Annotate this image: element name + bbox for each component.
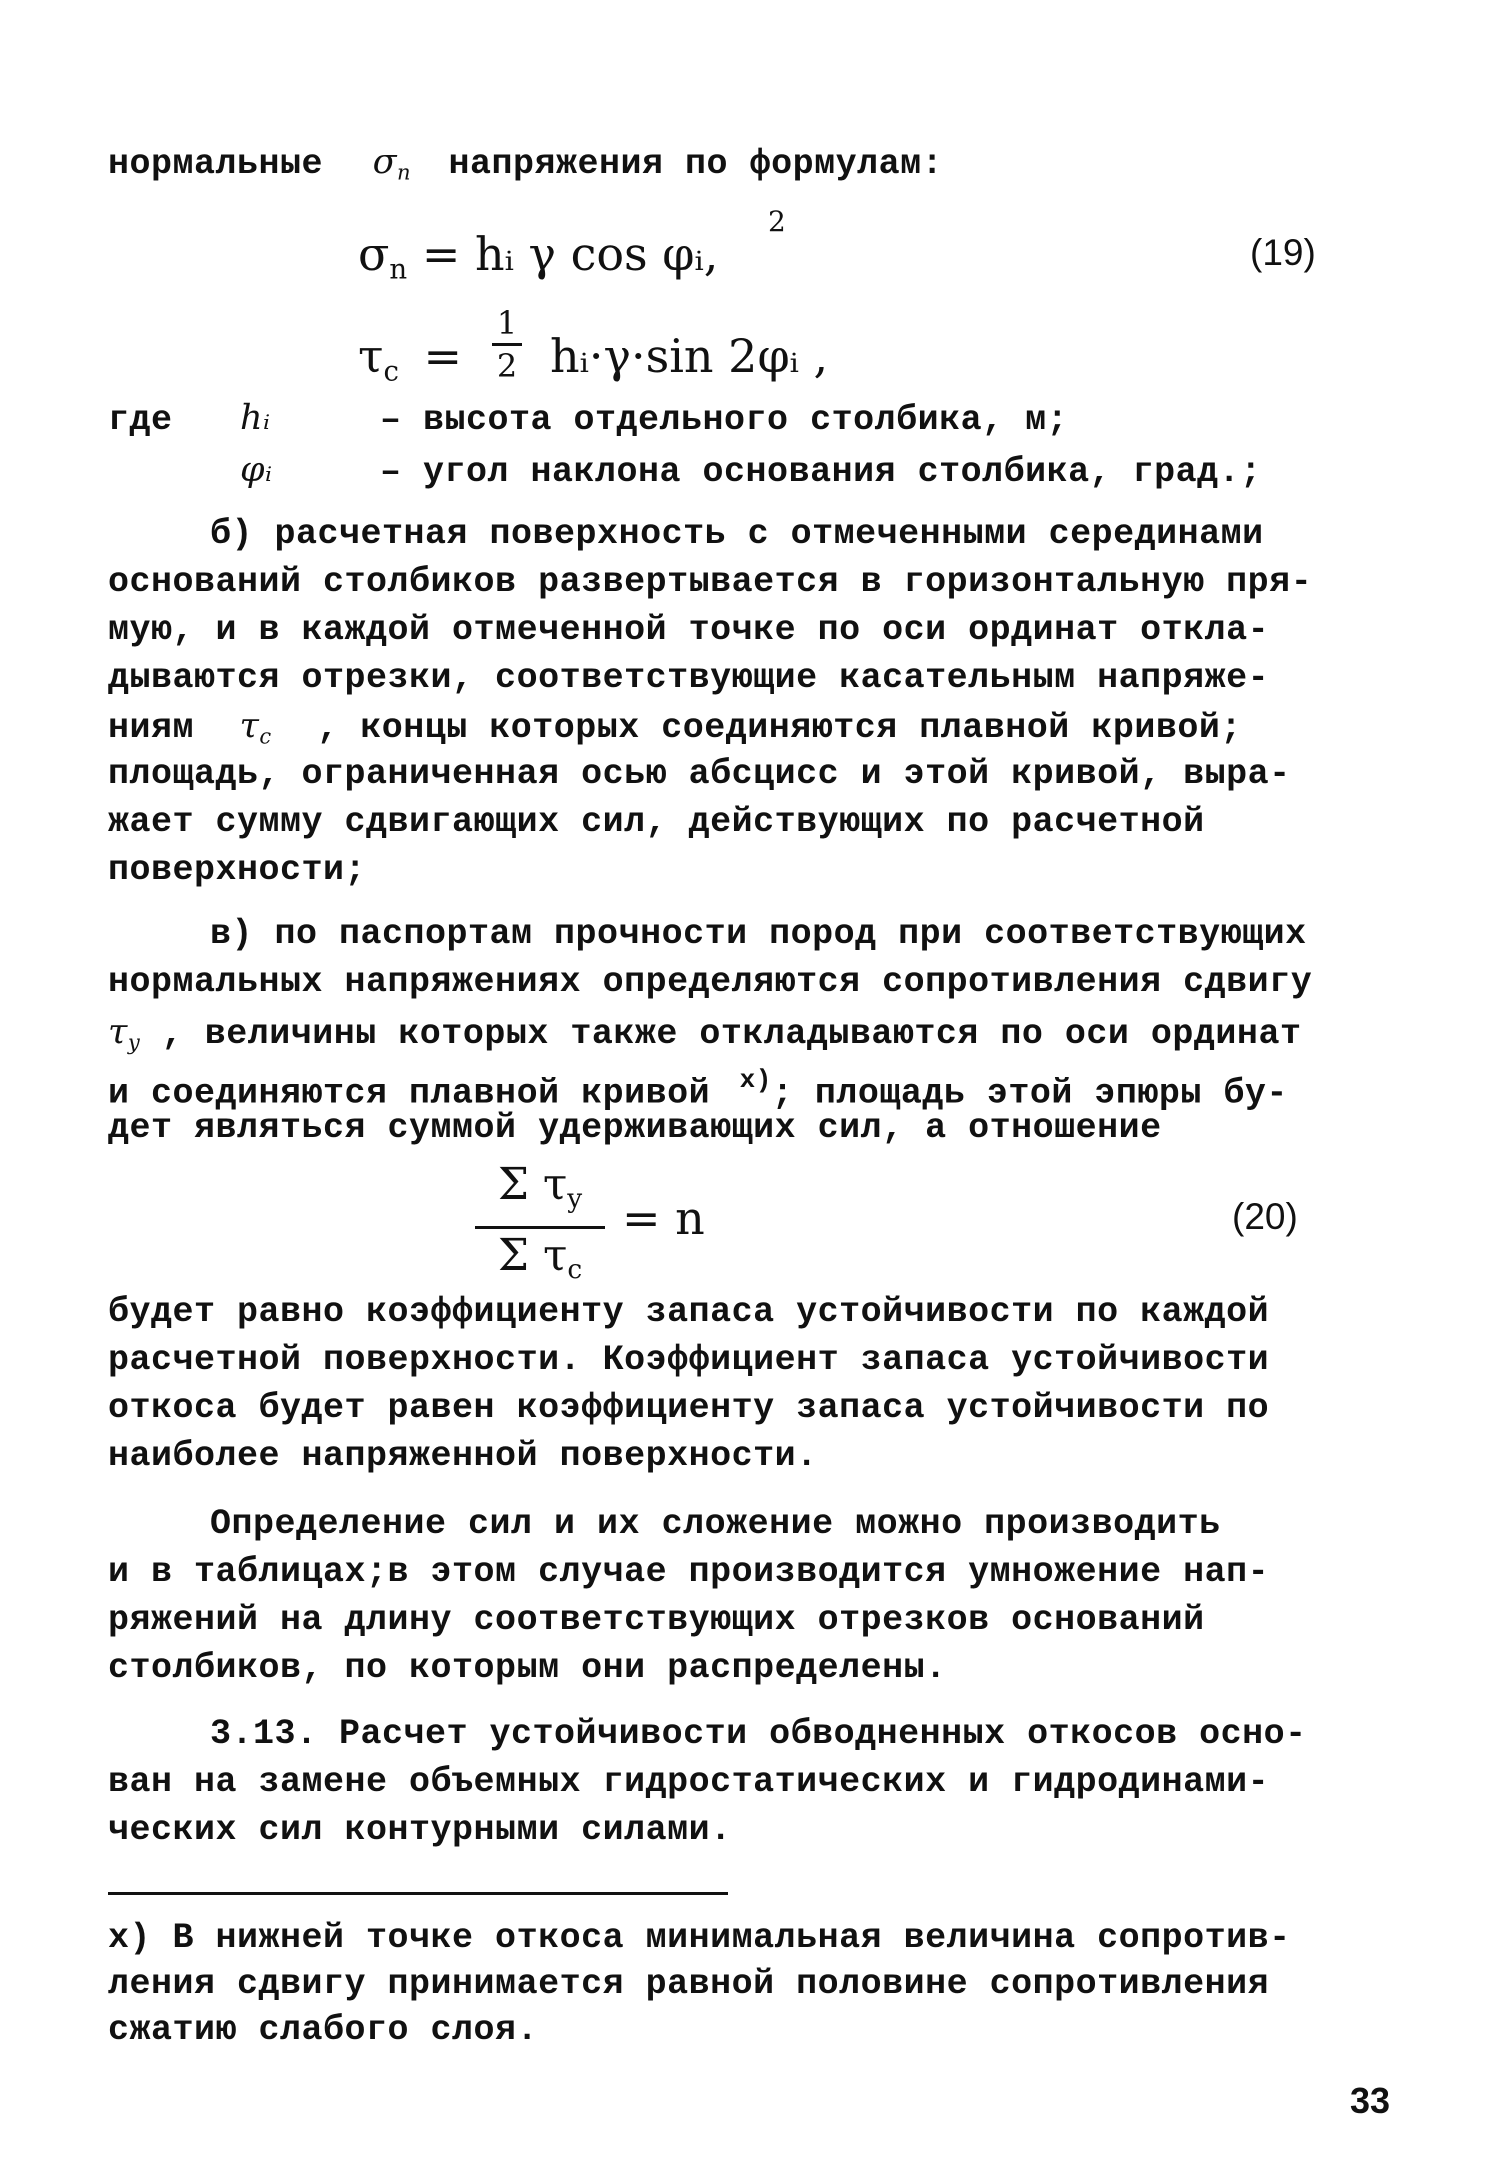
paragraph-line: расчетной поверхности. Коэффициент запаса устойчивости	[108, 1340, 1270, 1380]
paragraph-v-line: $\tau_y$ , величины которых также откладываются по оси ординат	[108, 1012, 1302, 1055]
paragraph-line: ряжений на длину соответствующих отрезков оснований	[108, 1600, 1205, 1640]
sigma-n-symbol: $\sigma_n$	[372, 142, 411, 185]
footnote-line: x) В нижней точке откоса минимальная величина сопротив-	[108, 1918, 1291, 1958]
paragraph-line: и в таблицах;в этом случае производится умножение нап-	[108, 1552, 1270, 1592]
eq19-sup: 2	[768, 205, 786, 238]
tau-c-symbol: $\tau_c$	[239, 706, 272, 749]
paragraph-line: столбиков, по которым они распределены.	[108, 1648, 947, 1688]
paragraph-line: Определение сил и их сложение можно производить	[210, 1504, 1221, 1544]
paragraph-v-line: нормальных напряжениях определяются сопротивления сдвигу	[108, 962, 1313, 1002]
footnote-line: сжатию слабого слоя.	[108, 2010, 539, 2050]
paragraph-v-line: и соединяются плавной кривой $^{x)}$; площадь этой эпюры бу-	[108, 1065, 1288, 1114]
intro-rest: напряжения по формулам:	[448, 144, 944, 184]
intro-line	[108, 140, 943, 194]
eq20-rhs: = n	[622, 1191, 705, 1245]
paragraph-b-line: поверхности;	[108, 850, 367, 890]
definition-phi: φᵢ – угол наклона основания столбика, град.;	[240, 450, 1262, 492]
paragraph-b-line: дываются отрезки, соответствующие касательным напряже-	[108, 658, 1270, 698]
paragraph-line: ческих сил контурными силами.	[108, 1810, 732, 1850]
paragraph-v-line: дет являться суммой удерживающих сил, а отношение	[108, 1108, 1162, 1148]
eq19-line1: $\sigma_n$ = hᵢ γ cos φᵢ,	[358, 227, 719, 286]
footnote-marker: x)	[739, 1065, 772, 1095]
paragraph-b-line: оснований столбиков развертывается в горизонтальную пря-	[108, 562, 1313, 602]
eq20-numerator: Σ $\tau_y$	[497, 1159, 583, 1214]
eq19-fraction: 1 2	[492, 305, 522, 384]
paragraph-line: ван на замене объемных гидростатических и гидродинами-	[108, 1762, 1270, 1802]
paragraph-b-line: жает сумму сдвигающих сил, действующих по расчетной	[108, 802, 1205, 842]
eq20-fraction	[475, 1160, 605, 1295]
page-number: 33	[1350, 2080, 1391, 2121]
paragraph-line: наиболее напряженной поверхности.	[108, 1436, 818, 1476]
paragraph-b-line: мую, и в каждой отмеченной точке по оси ординат откла-	[108, 610, 1270, 650]
eq19-line2-rhs: hᵢ·γ·sin 2φᵢ ,	[550, 329, 829, 383]
definition-h: где hᵢ – высота отдельного столбика, м;	[108, 398, 1069, 440]
eq20-denominator: Σ $\tau_c$	[497, 1229, 583, 1285]
eq19-line2-lhs: $\tau_c$ =	[358, 329, 463, 388]
tau-y-symbol: $\tau_y$	[108, 1012, 141, 1055]
paragraph-b-line: площадь, ограниченная осью абсцисс и этой кривой, выра-	[108, 754, 1291, 794]
footnote-separator	[108, 1892, 728, 1895]
paragraph-line: откоса будет равен коэффициенту запаса устойчивости по	[108, 1388, 1270, 1428]
paragraph-v-line: в) по паспортам прочности пород при соответствующих	[210, 914, 1307, 954]
paragraph-b-line: б) расчетная поверхность с отмеченными серединами	[210, 514, 1264, 554]
paragraph-line: будет равно коэффициенту запаса устойчивости по каждой	[108, 1292, 1270, 1332]
footnote-line: ления сдвигу принимается равной половине сопротивления	[108, 1964, 1270, 2004]
paragraph-line: 3.13. Расчет устойчивости обводненных откосов осно-	[210, 1714, 1307, 1754]
eq19-number: (19)	[1250, 232, 1316, 273]
eq20-number: (20)	[1232, 1196, 1298, 1237]
intro-word: нормальные	[108, 144, 324, 184]
paragraph-b-line: ниям $\tau_c$ , концы которых соединяются плавной кривой;	[108, 706, 1242, 749]
